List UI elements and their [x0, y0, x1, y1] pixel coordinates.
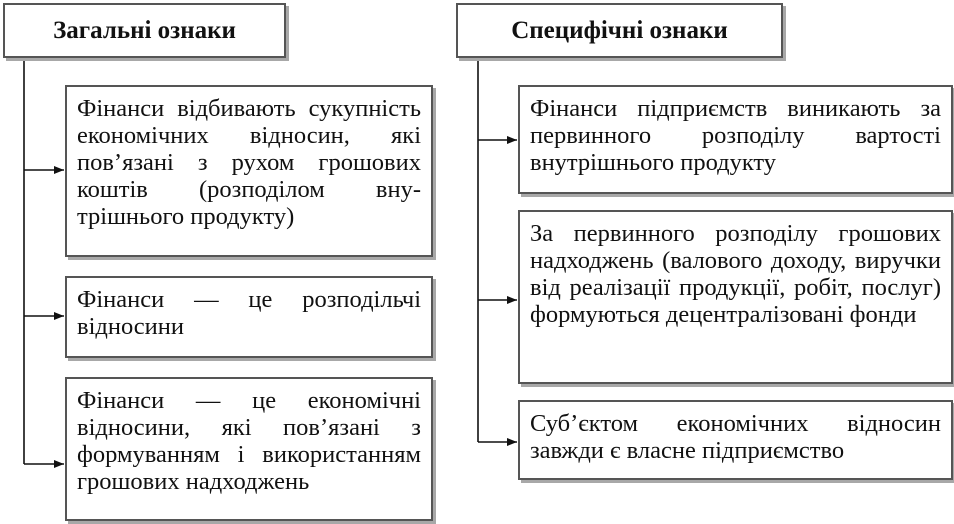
specific-feature-box-2: За первинного розподілу грошових надходжень (валового доходу, виручки від реалізації продукції, робіт, послуг) формуються децентралізовані фонди: [518, 210, 953, 384]
general-feature-box-2: Фінанси — це розподільчі відносини: [65, 276, 433, 358]
specific-feature-box-3: Суб’єктом економічних відносин завжди є власне підприємство: [518, 400, 953, 480]
specific-feature-box-1: Фінанси підприємств виникають за первинного розподілу вартості внутрішнього продукту: [518, 85, 953, 194]
general-feature-box-3: Фінанси — це економічні відносини, які пов’язані з формуванням і використанням грошових надходжень: [65, 377, 433, 521]
specific-features-header: Специфічні ознаки: [456, 3, 783, 58]
general-features-header: Загальні ознаки: [3, 3, 286, 58]
general-feature-box-1: Фінанси відбивають сукупність економічних відносин, які пов’язані з рухом грошових коштів (розподілом внутрішнього продукту): [65, 85, 433, 257]
